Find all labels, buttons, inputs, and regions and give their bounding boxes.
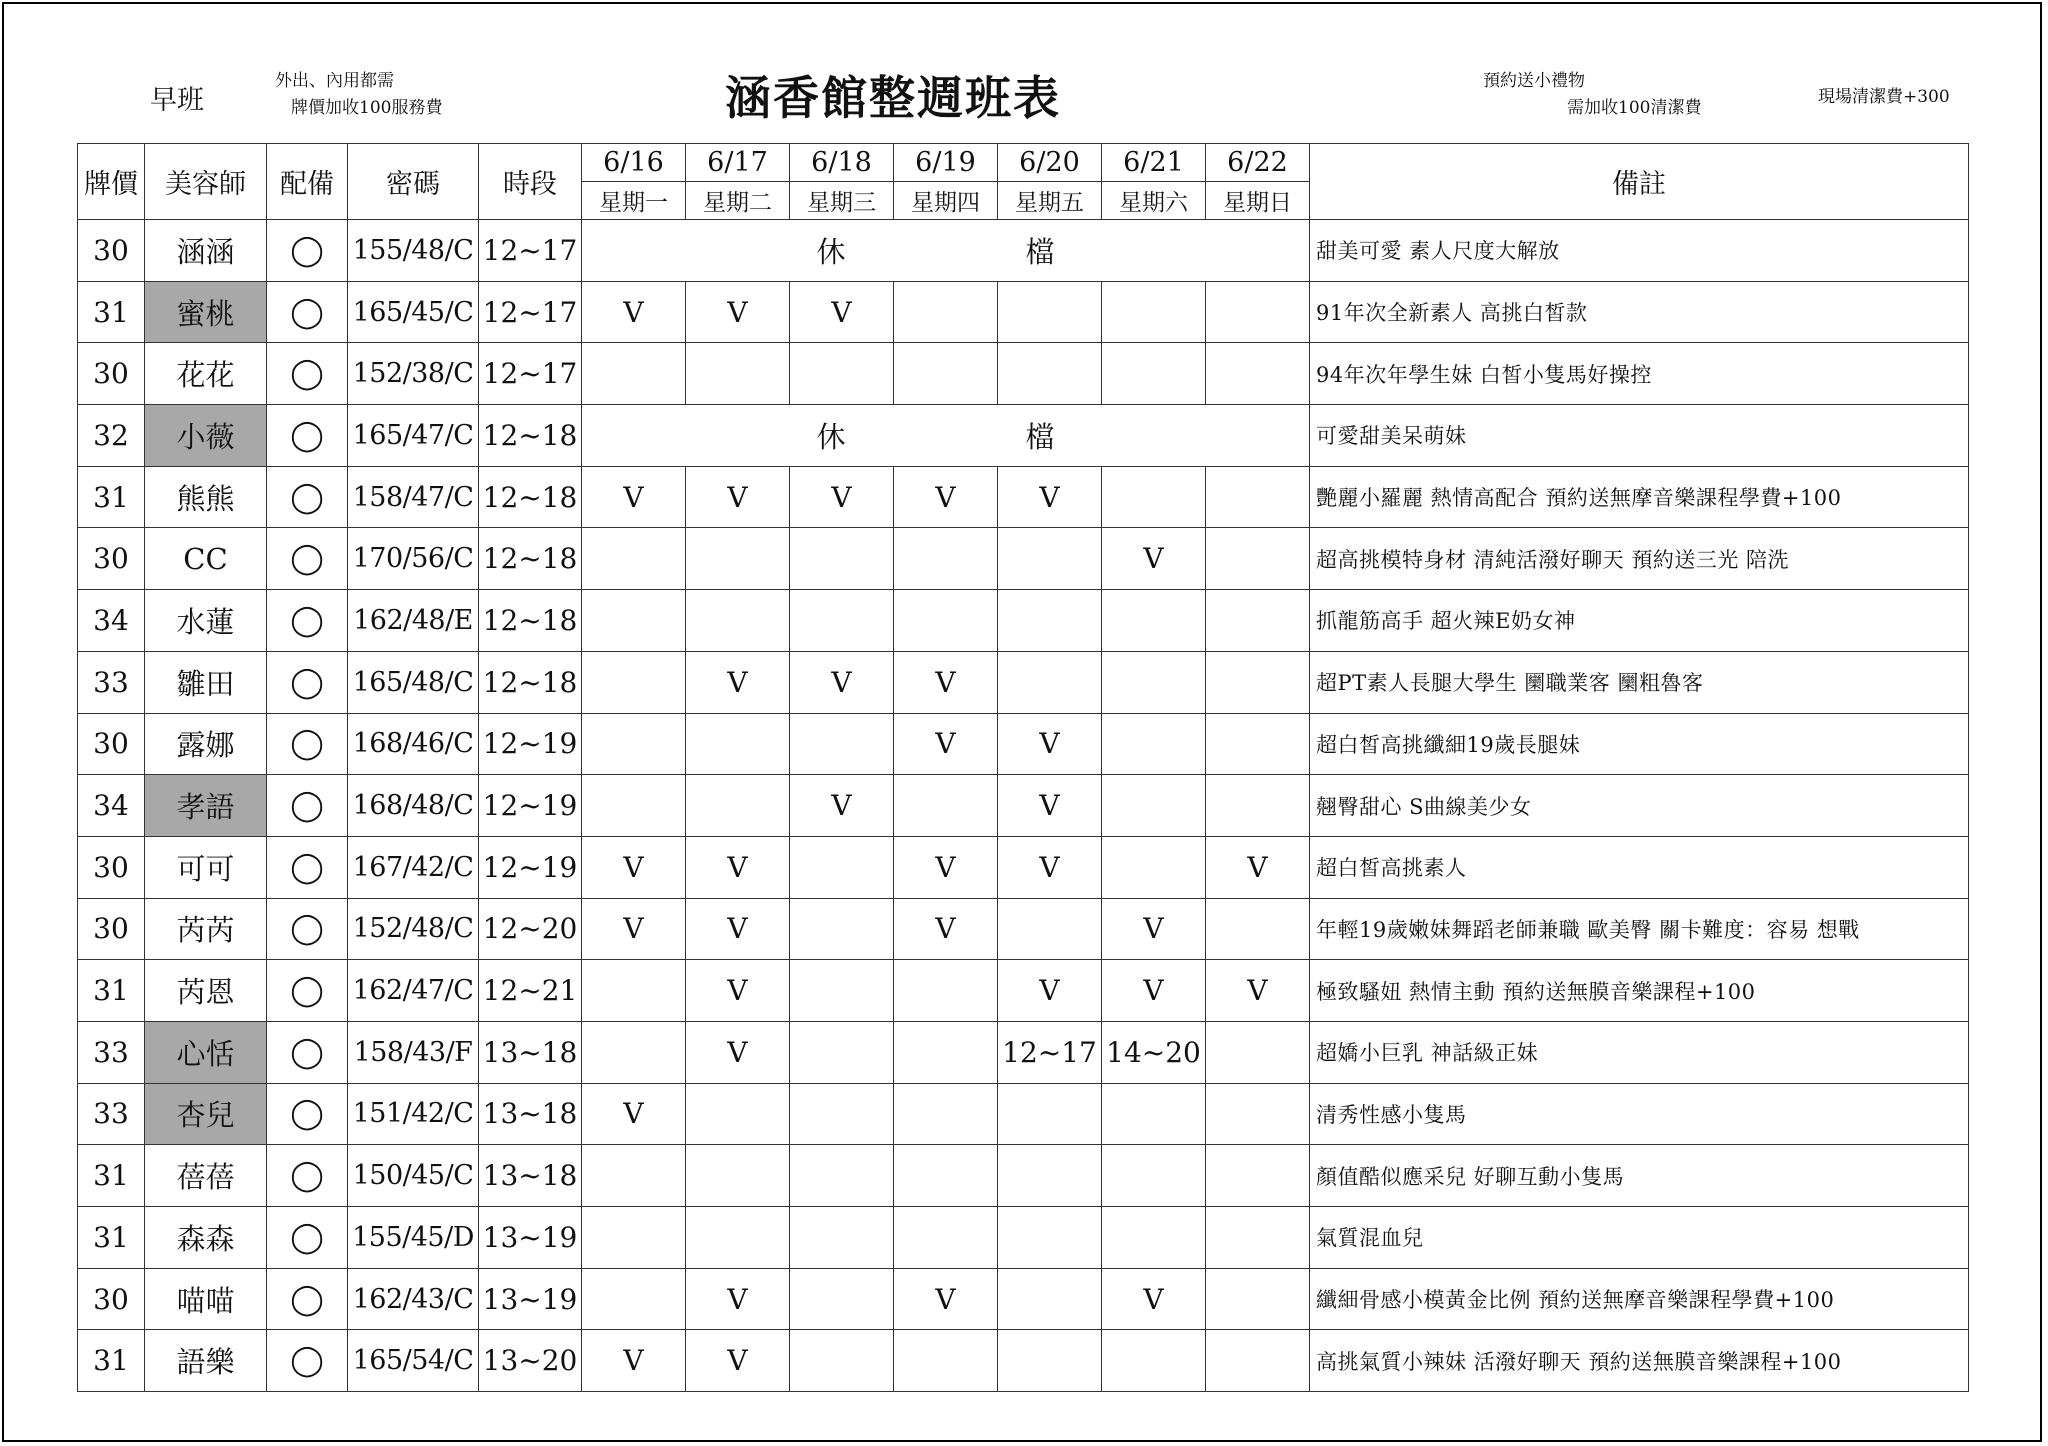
therapist-name-cell: 芮恩 bbox=[145, 960, 267, 1022]
price-cell: 31 bbox=[78, 281, 145, 343]
therapist-name-cell: 蓓蓓 bbox=[145, 1145, 267, 1207]
day-mark-cell: V bbox=[1102, 1268, 1206, 1330]
day-mark-cell: V bbox=[582, 836, 686, 898]
col-header-date: 6/22 bbox=[1206, 144, 1310, 182]
remark-cell: 氣質混血兒 bbox=[1310, 1207, 1969, 1269]
time-slot-cell: 12~19 bbox=[479, 713, 582, 775]
col-header-price: 牌價 bbox=[78, 144, 145, 220]
code-cell: 170/56/C bbox=[348, 528, 479, 590]
code-cell: 151/42/C bbox=[348, 1083, 479, 1145]
day-mark-cell bbox=[582, 713, 686, 775]
price-cell: 31 bbox=[78, 960, 145, 1022]
page-title: 涵香館整週班表 bbox=[725, 71, 1061, 125]
day-mark-cell bbox=[790, 590, 894, 652]
price-cell: 31 bbox=[78, 1145, 145, 1207]
remark-cell: 抓龍筋高手 超火辣E奶女神 bbox=[1310, 590, 1969, 652]
remark-cell: 翹臀甜心 S曲線美少女 bbox=[1310, 775, 1969, 837]
col-header-weekday: 星期五 bbox=[998, 182, 1102, 220]
day-mark-cell bbox=[1206, 1083, 1310, 1145]
off-week-cell bbox=[582, 405, 1310, 467]
day-mark-cell bbox=[1102, 1145, 1206, 1207]
code-cell: 168/48/C bbox=[348, 775, 479, 837]
therapist-name-cell: 孝語 bbox=[145, 775, 267, 837]
day-mark-cell: V bbox=[790, 651, 894, 713]
header-row-dates bbox=[78, 144, 1969, 182]
day-mark-cell: V bbox=[1206, 960, 1310, 1022]
day-mark-cell: V bbox=[686, 898, 790, 960]
time-slot-cell: 12~18 bbox=[479, 528, 582, 590]
day-mark-cell bbox=[790, 960, 894, 1022]
price-cell: 30 bbox=[78, 528, 145, 590]
day-mark-cell: V bbox=[1206, 836, 1310, 898]
equip-circle-cell: ◯ bbox=[267, 775, 348, 837]
day-mark-cell bbox=[894, 590, 998, 652]
day-mark-cell bbox=[790, 1207, 894, 1269]
day-mark-cell bbox=[1206, 1207, 1310, 1269]
therapist-name-cell: 杏兒 bbox=[145, 1083, 267, 1145]
day-mark-cell: V bbox=[686, 281, 790, 343]
time-slot-cell: 13~19 bbox=[479, 1207, 582, 1269]
day-mark-cell bbox=[894, 960, 998, 1022]
therapist-name-cell: 花花 bbox=[145, 343, 267, 405]
equip-circle-cell: ◯ bbox=[267, 1207, 348, 1269]
table-row bbox=[78, 1330, 1969, 1392]
day-mark-cell bbox=[582, 651, 686, 713]
day-mark-cell bbox=[1206, 281, 1310, 343]
day-mark-cell: V bbox=[998, 775, 1102, 837]
day-mark-cell bbox=[790, 836, 894, 898]
col-header-weekday: 星期四 bbox=[894, 182, 998, 220]
day-mark-cell: V bbox=[686, 466, 790, 528]
price-cell: 30 bbox=[78, 836, 145, 898]
day-mark-cell bbox=[1102, 836, 1206, 898]
table-row bbox=[78, 651, 1969, 713]
equip-circle-cell: ◯ bbox=[267, 343, 348, 405]
table-row bbox=[78, 836, 1969, 898]
off-label-rest: 休 bbox=[816, 234, 846, 269]
code-cell: 155/48/C bbox=[348, 220, 479, 282]
price-cell: 30 bbox=[78, 713, 145, 775]
col-header-date: 6/17 bbox=[686, 144, 790, 182]
therapist-name-cell: 小薇 bbox=[145, 405, 267, 467]
day-mark-cell bbox=[1206, 528, 1310, 590]
equip-circle-cell: ◯ bbox=[267, 528, 348, 590]
code-cell: 165/48/C bbox=[348, 651, 479, 713]
table-row bbox=[78, 1207, 1969, 1269]
day-mark-cell: V bbox=[686, 836, 790, 898]
day-mark-cell bbox=[1206, 775, 1310, 837]
day-mark-cell bbox=[686, 1083, 790, 1145]
equip-circle-cell: ◯ bbox=[267, 651, 348, 713]
day-mark-cell bbox=[998, 1083, 1102, 1145]
day-mark-cell bbox=[998, 281, 1102, 343]
col-header-weekday: 星期六 bbox=[1102, 182, 1206, 220]
code-cell: 162/47/C bbox=[348, 960, 479, 1022]
table-row bbox=[78, 343, 1969, 405]
equip-circle-cell: ◯ bbox=[267, 466, 348, 528]
equip-circle-cell: ◯ bbox=[267, 1145, 348, 1207]
cleaning-fee-note-line1: 預約送小禮物 bbox=[1483, 71, 1585, 91]
code-cell: 150/45/C bbox=[348, 1145, 479, 1207]
col-header-date: 6/20 bbox=[998, 144, 1102, 182]
price-cell: 32 bbox=[78, 405, 145, 467]
day-mark-cell: V bbox=[686, 1268, 790, 1330]
day-mark-cell bbox=[790, 528, 894, 590]
day-mark-cell bbox=[1206, 713, 1310, 775]
day-mark-cell bbox=[1206, 1145, 1310, 1207]
therapist-name-cell: 涵涵 bbox=[145, 220, 267, 282]
table-row bbox=[78, 960, 1969, 1022]
day-mark-cell bbox=[582, 528, 686, 590]
price-cell: 33 bbox=[78, 1083, 145, 1145]
table-row bbox=[78, 1268, 1969, 1330]
day-mark-cell: V bbox=[998, 466, 1102, 528]
time-slot-cell: 12~18 bbox=[479, 590, 582, 652]
equip-circle-cell: ◯ bbox=[267, 281, 348, 343]
time-slot-cell: 12~19 bbox=[479, 775, 582, 837]
service-fee-note bbox=[275, 68, 442, 122]
day-mark-cell bbox=[1206, 1268, 1310, 1330]
day-mark-cell: V bbox=[790, 281, 894, 343]
equip-circle-cell: ◯ bbox=[267, 1083, 348, 1145]
table-row bbox=[78, 590, 1969, 652]
col-header-date: 6/18 bbox=[790, 144, 894, 182]
equip-circle-cell: ◯ bbox=[267, 1268, 348, 1330]
code-cell: 152/38/C bbox=[348, 343, 479, 405]
price-cell: 33 bbox=[78, 1021, 145, 1083]
price-cell: 31 bbox=[78, 1207, 145, 1269]
day-mark-cell bbox=[1206, 1330, 1310, 1392]
day-mark-cell bbox=[998, 1207, 1102, 1269]
day-mark-cell bbox=[1102, 1330, 1206, 1392]
day-mark-cell bbox=[582, 1207, 686, 1269]
day-mark-cell: V bbox=[686, 1021, 790, 1083]
day-mark-cell bbox=[998, 343, 1102, 405]
day-mark-cell bbox=[686, 713, 790, 775]
time-slot-cell: 13~18 bbox=[479, 1021, 582, 1083]
day-mark-cell bbox=[998, 590, 1102, 652]
col-header-weekday: 星期三 bbox=[790, 182, 894, 220]
time-slot-cell: 12~17 bbox=[479, 220, 582, 282]
day-mark-cell bbox=[582, 775, 686, 837]
day-mark-cell: V bbox=[894, 836, 998, 898]
day-mark-cell bbox=[582, 590, 686, 652]
day-mark-cell bbox=[894, 1083, 998, 1145]
day-mark-cell bbox=[686, 1145, 790, 1207]
code-cell: 165/47/C bbox=[348, 405, 479, 467]
remark-cell: 94年次年學生妹 白皙小隻馬好操控 bbox=[1310, 343, 1969, 405]
time-slot-cell: 12~17 bbox=[479, 281, 582, 343]
price-cell: 34 bbox=[78, 775, 145, 837]
day-mark-cell bbox=[582, 343, 686, 405]
therapist-name-cell: 可可 bbox=[145, 836, 267, 898]
price-cell: 34 bbox=[78, 590, 145, 652]
day-mark-cell bbox=[894, 1145, 998, 1207]
day-mark-cell bbox=[686, 343, 790, 405]
day-mark-cell bbox=[894, 343, 998, 405]
day-mark-cell: V bbox=[582, 281, 686, 343]
day-mark-cell bbox=[1206, 651, 1310, 713]
table-row bbox=[78, 528, 1969, 590]
remark-cell: 超PT素人長腿大學生 圞職業客 圞粗魯客 bbox=[1310, 651, 1969, 713]
day-mark-cell: V bbox=[1102, 898, 1206, 960]
weekly-schedule-table bbox=[77, 143, 1969, 1392]
col-header-date: 6/21 bbox=[1102, 144, 1206, 182]
day-mark-cell bbox=[790, 1330, 894, 1392]
day-mark-cell bbox=[790, 1145, 894, 1207]
day-mark-cell: V bbox=[998, 713, 1102, 775]
off-label-schedule: 檔 bbox=[1025, 419, 1055, 454]
day-mark-cell bbox=[1102, 713, 1206, 775]
equip-circle-cell: ◯ bbox=[267, 590, 348, 652]
time-slot-cell: 12~20 bbox=[479, 898, 582, 960]
col-header-weekday: 星期日 bbox=[1206, 182, 1310, 220]
day-mark-cell bbox=[1102, 775, 1206, 837]
therapist-name-cell: 喵喵 bbox=[145, 1268, 267, 1330]
time-slot-cell: 12~19 bbox=[479, 836, 582, 898]
day-mark-cell bbox=[790, 1268, 894, 1330]
day-mark-cell bbox=[790, 1083, 894, 1145]
table-row bbox=[78, 405, 1969, 467]
day-mark-cell bbox=[1206, 466, 1310, 528]
therapist-name-cell: 語樂 bbox=[145, 1330, 267, 1392]
day-mark-cell: V bbox=[1102, 960, 1206, 1022]
col-header-date: 6/16 bbox=[582, 144, 686, 182]
day-mark-cell: V bbox=[686, 960, 790, 1022]
day-mark-cell bbox=[582, 1145, 686, 1207]
code-cell: 158/47/C bbox=[348, 466, 479, 528]
day-mark-cell bbox=[1206, 590, 1310, 652]
col-header-therapist: 美容師 bbox=[145, 144, 267, 220]
code-cell: 165/45/C bbox=[348, 281, 479, 343]
day-mark-cell bbox=[894, 775, 998, 837]
onsite-cleaning-fee-note: 現場清潔費+300 bbox=[1818, 87, 1950, 107]
day-mark-cell bbox=[1206, 1021, 1310, 1083]
day-mark-cell: V bbox=[1102, 528, 1206, 590]
remark-cell: 清秀性感小隻馬 bbox=[1310, 1083, 1969, 1145]
day-mark-cell bbox=[998, 1330, 1102, 1392]
day-mark-cell: V bbox=[582, 1330, 686, 1392]
therapist-name-cell: 森森 bbox=[145, 1207, 267, 1269]
off-label-rest: 休 bbox=[816, 419, 846, 454]
col-header-remarks: 備註 bbox=[1310, 144, 1969, 220]
day-mark-cell bbox=[894, 1330, 998, 1392]
day-mark-cell bbox=[1102, 1083, 1206, 1145]
table-row bbox=[78, 898, 1969, 960]
day-mark-cell bbox=[894, 281, 998, 343]
day-mark-cell: V bbox=[686, 1330, 790, 1392]
service-fee-note-line2: 牌價加收100服務費 bbox=[291, 98, 443, 118]
table-row bbox=[78, 713, 1969, 775]
table-row bbox=[78, 775, 1969, 837]
code-cell: 158/43/F bbox=[348, 1021, 479, 1083]
code-cell: 152/48/C bbox=[348, 898, 479, 960]
time-slot-cell: 13~18 bbox=[479, 1145, 582, 1207]
table-row bbox=[78, 1021, 1969, 1083]
table-row bbox=[78, 220, 1969, 282]
day-mark-cell: 12~17 bbox=[998, 1021, 1102, 1083]
day-mark-cell bbox=[998, 1268, 1102, 1330]
remark-cell: 超高挑模特身材 清純活潑好聊天 預約送三光 陪洗 bbox=[1310, 528, 1969, 590]
day-mark-cell bbox=[998, 898, 1102, 960]
day-mark-cell bbox=[686, 590, 790, 652]
day-mark-cell bbox=[582, 960, 686, 1022]
day-mark-cell: V bbox=[998, 960, 1102, 1022]
col-header-weekday: 星期二 bbox=[686, 182, 790, 220]
day-mark-cell bbox=[894, 528, 998, 590]
therapist-name-cell: 芮芮 bbox=[145, 898, 267, 960]
day-mark-cell: V bbox=[894, 466, 998, 528]
cleaning-fee-note-line2: 需加收100清潔費 bbox=[1567, 98, 1702, 118]
day-mark-cell: V bbox=[894, 898, 998, 960]
equip-circle-cell: ◯ bbox=[267, 898, 348, 960]
time-slot-cell: 13~19 bbox=[479, 1268, 582, 1330]
code-cell: 165/54/C bbox=[348, 1330, 479, 1392]
table-row bbox=[78, 281, 1969, 343]
remark-cell: 超嬌小巨乳 神話級正妹 bbox=[1310, 1021, 1969, 1083]
price-cell: 31 bbox=[78, 466, 145, 528]
price-cell: 33 bbox=[78, 651, 145, 713]
therapist-name-cell: 水蓮 bbox=[145, 590, 267, 652]
off-label-schedule: 檔 bbox=[1025, 234, 1055, 269]
day-mark-cell bbox=[582, 1268, 686, 1330]
day-mark-cell bbox=[894, 1207, 998, 1269]
day-mark-cell: V bbox=[582, 898, 686, 960]
day-mark-cell bbox=[790, 898, 894, 960]
day-mark-cell: V bbox=[582, 1083, 686, 1145]
table-row bbox=[78, 1083, 1969, 1145]
price-cell: 30 bbox=[78, 898, 145, 960]
shift-label: 早班 bbox=[150, 85, 204, 116]
off-week-cell bbox=[582, 220, 1310, 282]
table-row bbox=[78, 1145, 1969, 1207]
price-cell: 30 bbox=[78, 220, 145, 282]
day-mark-cell bbox=[686, 775, 790, 837]
code-cell: 155/45/D bbox=[348, 1207, 479, 1269]
cleaning-fee-note bbox=[1483, 68, 1701, 122]
day-mark-cell: V bbox=[790, 466, 894, 528]
therapist-name-cell: 露娜 bbox=[145, 713, 267, 775]
equip-circle-cell: ◯ bbox=[267, 1021, 348, 1083]
day-mark-cell bbox=[686, 1207, 790, 1269]
col-header-equip: 配備 bbox=[267, 144, 348, 220]
time-slot-cell: 13~20 bbox=[479, 1330, 582, 1392]
code-cell: 167/42/C bbox=[348, 836, 479, 898]
remark-cell: 甜美可愛 素人尺度大解放 bbox=[1310, 220, 1969, 282]
remark-cell: 顏值酷似應采兒 好聊互動小隻馬 bbox=[1310, 1145, 1969, 1207]
day-mark-cell bbox=[790, 713, 894, 775]
therapist-name-cell: 雛田 bbox=[145, 651, 267, 713]
therapist-name-cell: 蜜桃 bbox=[145, 281, 267, 343]
col-header-date: 6/19 bbox=[894, 144, 998, 182]
day-mark-cell: V bbox=[894, 651, 998, 713]
remark-cell: 艷麗小羅麗 熱情高配合 預約送無摩音樂課程學費+100 bbox=[1310, 466, 1969, 528]
therapist-name-cell: 熊熊 bbox=[145, 466, 267, 528]
day-mark-cell bbox=[582, 1021, 686, 1083]
code-cell: 168/46/C bbox=[348, 713, 479, 775]
day-mark-cell bbox=[998, 651, 1102, 713]
day-mark-cell: V bbox=[894, 713, 998, 775]
remark-cell: 91年次全新素人 高挑白皙款 bbox=[1310, 281, 1969, 343]
day-mark-cell: V bbox=[998, 836, 1102, 898]
price-cell: 31 bbox=[78, 1330, 145, 1392]
remark-cell: 高挑氣質小辣妹 活潑好聊天 預約送無膜音樂課程+100 bbox=[1310, 1330, 1969, 1392]
service-fee-note-line1: 外出、內用都需 bbox=[275, 71, 394, 91]
day-mark-cell bbox=[1102, 651, 1206, 713]
day-mark-cell bbox=[1102, 1207, 1206, 1269]
time-slot-cell: 12~21 bbox=[479, 960, 582, 1022]
therapist-name-cell: CC bbox=[145, 528, 267, 590]
code-cell: 162/48/E bbox=[348, 590, 479, 652]
price-cell: 30 bbox=[78, 1268, 145, 1330]
day-mark-cell bbox=[1102, 343, 1206, 405]
day-mark-cell bbox=[894, 1021, 998, 1083]
time-slot-cell: 12~18 bbox=[479, 405, 582, 467]
col-header-code: 密碼 bbox=[348, 144, 479, 220]
time-slot-cell: 13~18 bbox=[479, 1083, 582, 1145]
day-mark-cell: V bbox=[686, 651, 790, 713]
day-mark-cell bbox=[790, 1021, 894, 1083]
equip-circle-cell: ◯ bbox=[267, 220, 348, 282]
remark-cell: 纖細骨感小模黃金比例 預約送無摩音樂課程學費+100 bbox=[1310, 1268, 1969, 1330]
remark-cell: 超白皙高挑纖細19歲長腿妹 bbox=[1310, 713, 1969, 775]
time-slot-cell: 12~18 bbox=[479, 651, 582, 713]
schedule-body bbox=[78, 220, 1969, 1392]
col-header-time: 時段 bbox=[479, 144, 582, 220]
therapist-name-cell: 心恬 bbox=[145, 1021, 267, 1083]
day-mark-cell bbox=[1206, 343, 1310, 405]
day-mark-cell bbox=[1102, 590, 1206, 652]
day-mark-cell bbox=[686, 528, 790, 590]
day-mark-cell bbox=[790, 343, 894, 405]
remark-cell: 可愛甜美呆萌妹 bbox=[1310, 405, 1969, 467]
equip-circle-cell: ◯ bbox=[267, 713, 348, 775]
day-mark-cell: 14~20 bbox=[1102, 1021, 1206, 1083]
col-header-weekday: 星期一 bbox=[582, 182, 686, 220]
table-row bbox=[78, 466, 1969, 528]
equip-circle-cell: ◯ bbox=[267, 1330, 348, 1392]
day-mark-cell: V bbox=[582, 466, 686, 528]
equip-circle-cell: ◯ bbox=[267, 960, 348, 1022]
day-mark-cell bbox=[1102, 466, 1206, 528]
remark-cell: 極致騷妞 熱情主動 預約送無膜音樂課程+100 bbox=[1310, 960, 1969, 1022]
day-mark-cell bbox=[1102, 281, 1206, 343]
day-mark-cell bbox=[1206, 898, 1310, 960]
day-mark-cell bbox=[998, 528, 1102, 590]
remark-cell: 超白皙高挑素人 bbox=[1310, 836, 1969, 898]
remark-cell: 年輕19歲嫩妹舞蹈老師兼職 歐美臀 關卡難度：容易 想戰 bbox=[1310, 898, 1969, 960]
day-mark-cell: V bbox=[790, 775, 894, 837]
code-cell: 162/43/C bbox=[348, 1268, 479, 1330]
time-slot-cell: 12~18 bbox=[479, 466, 582, 528]
equip-circle-cell: ◯ bbox=[267, 405, 348, 467]
equip-circle-cell: ◯ bbox=[267, 836, 348, 898]
day-mark-cell bbox=[998, 1145, 1102, 1207]
day-mark-cell: V bbox=[894, 1268, 998, 1330]
price-cell: 30 bbox=[78, 343, 145, 405]
time-slot-cell: 12~17 bbox=[479, 343, 582, 405]
